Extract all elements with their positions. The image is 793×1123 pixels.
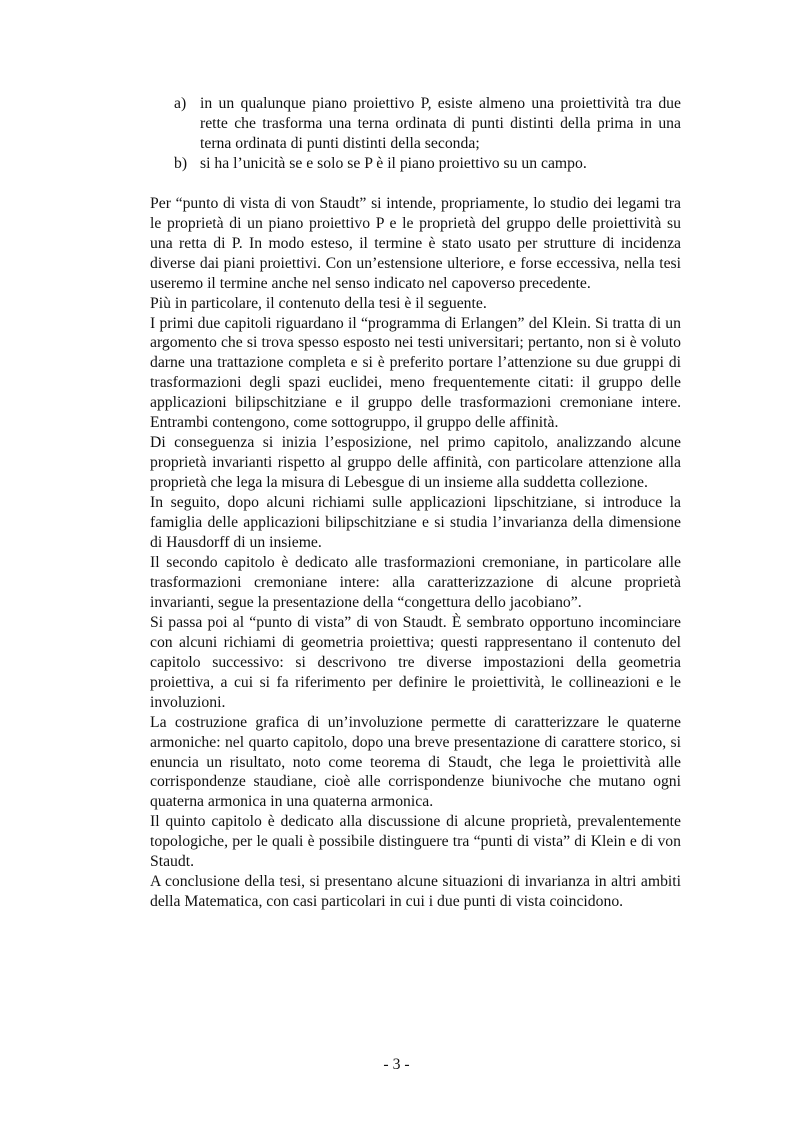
list-marker: b)	[174, 154, 188, 172]
list-item-a	[174, 94, 681, 154]
paragraph-projective-geometry: Si passa poi al “punto di vista” di von Staudt. È sembrato opportuno incominciare con alcuni richiami di geometria proiettiva; questi rappresentano il contenuto del capitolo successivo: si descrivono tre diverse impostazioni della geometria proiettiva, a cui si fa riferimento per definire le proiettività, le collineazioni e le involuzioni.	[150, 613, 681, 711]
paragraph-fifth-chapter: Il quinto capitolo è dedicato alla discussione di alcune proprietà, prevalentemente topologiche, per le quali è possibile distinguere tra “punti di vista” di Klein e di von Staudt.	[150, 813, 681, 871]
paragraph-conclusion: A conclusione della tesi, si presentano alcune situazioni di invarianza in altri ambiti della Matematica, con casi particolari in cui i due punti di vista coincidono.	[150, 873, 681, 911]
paragraph-erlangen-program: I primi due capitoli riguardano il “programma di Erlangen” del Klein. Si tratta di un argomento che si trova spesso esposto nei testi universitari; pertanto, non si è voluto darne una trattazione completa e si è preferito portare l’attenzione su due gruppi di trasformazioni degli spazi euclidei, meno frequentemente citati: il gruppo delle applicazioni bilipschitziane e il gruppo delle trasformazioni cremoniane intere. Entrambi contengono, come sottogruppo, il gruppo delle affinità.	[150, 314, 681, 432]
page-body	[150, 94, 681, 912]
list-item-text: in un qualunque piano proiettivo P, esiste almeno una proiettività tra due rette che trasforma una terna ordinata di punti distinti della prima in una terna ordinata di punti distinti della seconda;	[200, 95, 681, 152]
paragraph-fourth-chapter: La costruzione grafica di un’involuzione permette di caratterizzare le quaterne armoniche: nel quarto capitolo, dopo una breve presentazione di carattere storico, si enuncia un risultato, noto come teorema di Staudt, che lega le proiettività alle corrispondenze staudiane, cioè alle corrispondenze biunivoche che mutano ogni quaterna armonica in una quaterna armonica.	[150, 713, 681, 811]
page-number: - 3 -	[383, 1056, 410, 1073]
paragraph-thesis-content-intro: Più in particolare, il contenuto della tesi è il seguente.	[150, 294, 487, 312]
paragraph-bilipschitz: In seguito, dopo alcuni richiami sulle applicazioni lipschitziane, si introduce la famiglia delle applicazioni bilipschitziane e si studia l’invarianza della dimensione di Hausdorff di un insieme.	[150, 494, 681, 552]
list-item-text: si ha l’unicità se e solo se P è il piano proiettivo su un campo.	[200, 154, 587, 172]
paragraph-von-staudt-definition: Per “punto di vista di von Staudt” si intende, propriamente, lo studio dei legami tra le proprietà di un piano proiettivo P e le proprietà del gruppo delle proiettività su una retta di P. In modo esteso, il termine è stato usato per strutture di incidenza diverse dai piani proiettivi. Con un’estensione ulteriore, e forse eccessiva, nella tesi useremo il termine anche nel senso indicato nel capoverso precedente.	[150, 194, 681, 292]
paragraph-second-chapter: Il secondo capitolo è dedicato alle trasformazioni cremoniane, in particolare alle trasformazioni cremoniane intere: alla caratterizzazione di alcune proprietà invarianti, segue la presentazione della “congettura dello jacobiano”.	[150, 553, 681, 611]
enumerated-list	[150, 94, 681, 174]
list-marker: a)	[174, 95, 187, 112]
paragraph-first-chapter: Di conseguenza si inizia l’esposizione, nel primo capitolo, analizzando alcune proprietà invarianti rispetto al gruppo delle affinità, con particolare attenzione alla proprietà che lega la misura di Lebesgue di un insieme alla suddetta collezione.	[150, 434, 681, 492]
list-item-b	[174, 154, 681, 174]
